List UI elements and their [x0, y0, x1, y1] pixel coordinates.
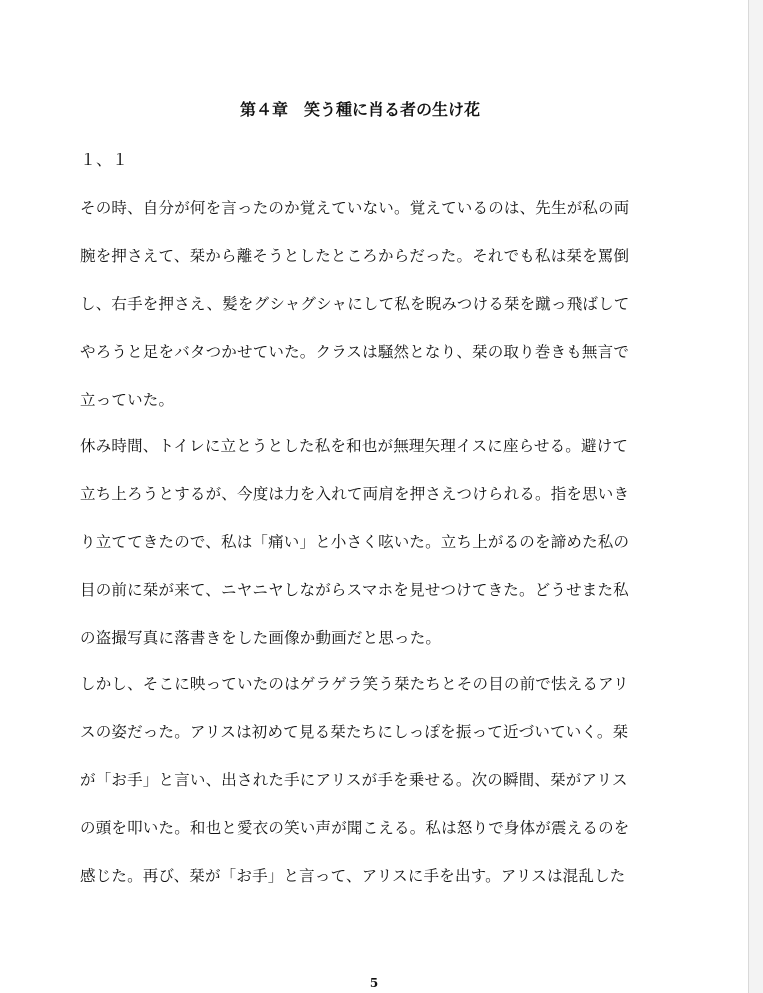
text-line: しかし、そこに映っていたのはゲラゲラ笑う栞たちとその目の前で怯えるアリ — [80, 675, 629, 693]
text-line: スの姿だった。アリスは初めて見る栞たちにしっぽを振って近づいていく。栞 — [80, 723, 629, 741]
body-text — [80, 196, 640, 912]
section-heading: １、１ — [80, 150, 129, 169]
chapter-title: 第４章 笑う種に肖る者の生け花 — [239, 100, 480, 119]
page-number: 5 — [369, 976, 379, 990]
text-line: 目の前に栞が来て、ニヤニヤしながらスマホを見せつけてきた。どうせまた私 — [80, 581, 629, 599]
text-line: が「お手」と言い、出された手にアリスが手を乗せる。次の瞬間、栞がアリス — [80, 771, 628, 789]
text-line: 腕を押さえて、栞から離そうとしたところからだった。それでも私は栞を罵倒 — [80, 247, 630, 265]
text-line: 感じた。再び、栞が「お手」と言って、アリスに手を出す。アリスは混乱した — [80, 867, 626, 885]
text-line: その時、自分が何を言ったのか覚えていない。覚えているのは、先生が私の両 — [80, 199, 630, 217]
text-line: 立ち上ろうとするが、今度は力を入れて両肩を押さえつけられる。指を思いき — [80, 485, 630, 503]
text-line: の頭を叩いた。和也と愛衣の笑い声が聞こえる。私は怒りで身体が震えるのを — [80, 819, 630, 837]
text-line: やろうと足をバタつかせていた。クラスは騒然となり、栞の取り巻きも無言で — [80, 343, 630, 361]
text-line: の盗撮写真に落書きをした画像か動画だと思った。 — [80, 629, 442, 647]
text-line: 休み時間、トイレに立とうとした私を和也が無理矢理イスに座らせる。避けて — [80, 437, 629, 455]
text-line: 立っていた。 — [80, 391, 175, 409]
scrollbar[interactable] — [748, 0, 763, 993]
text-line: り立ててきたので、私は「痛い」と小さく呟いた。立ち上がるのを諦めた私の — [80, 533, 630, 551]
text-line: し、右手を押さえ、髪をグシャグシャにして私を睨みつける栞を蹴っ飛ばして — [80, 295, 630, 313]
